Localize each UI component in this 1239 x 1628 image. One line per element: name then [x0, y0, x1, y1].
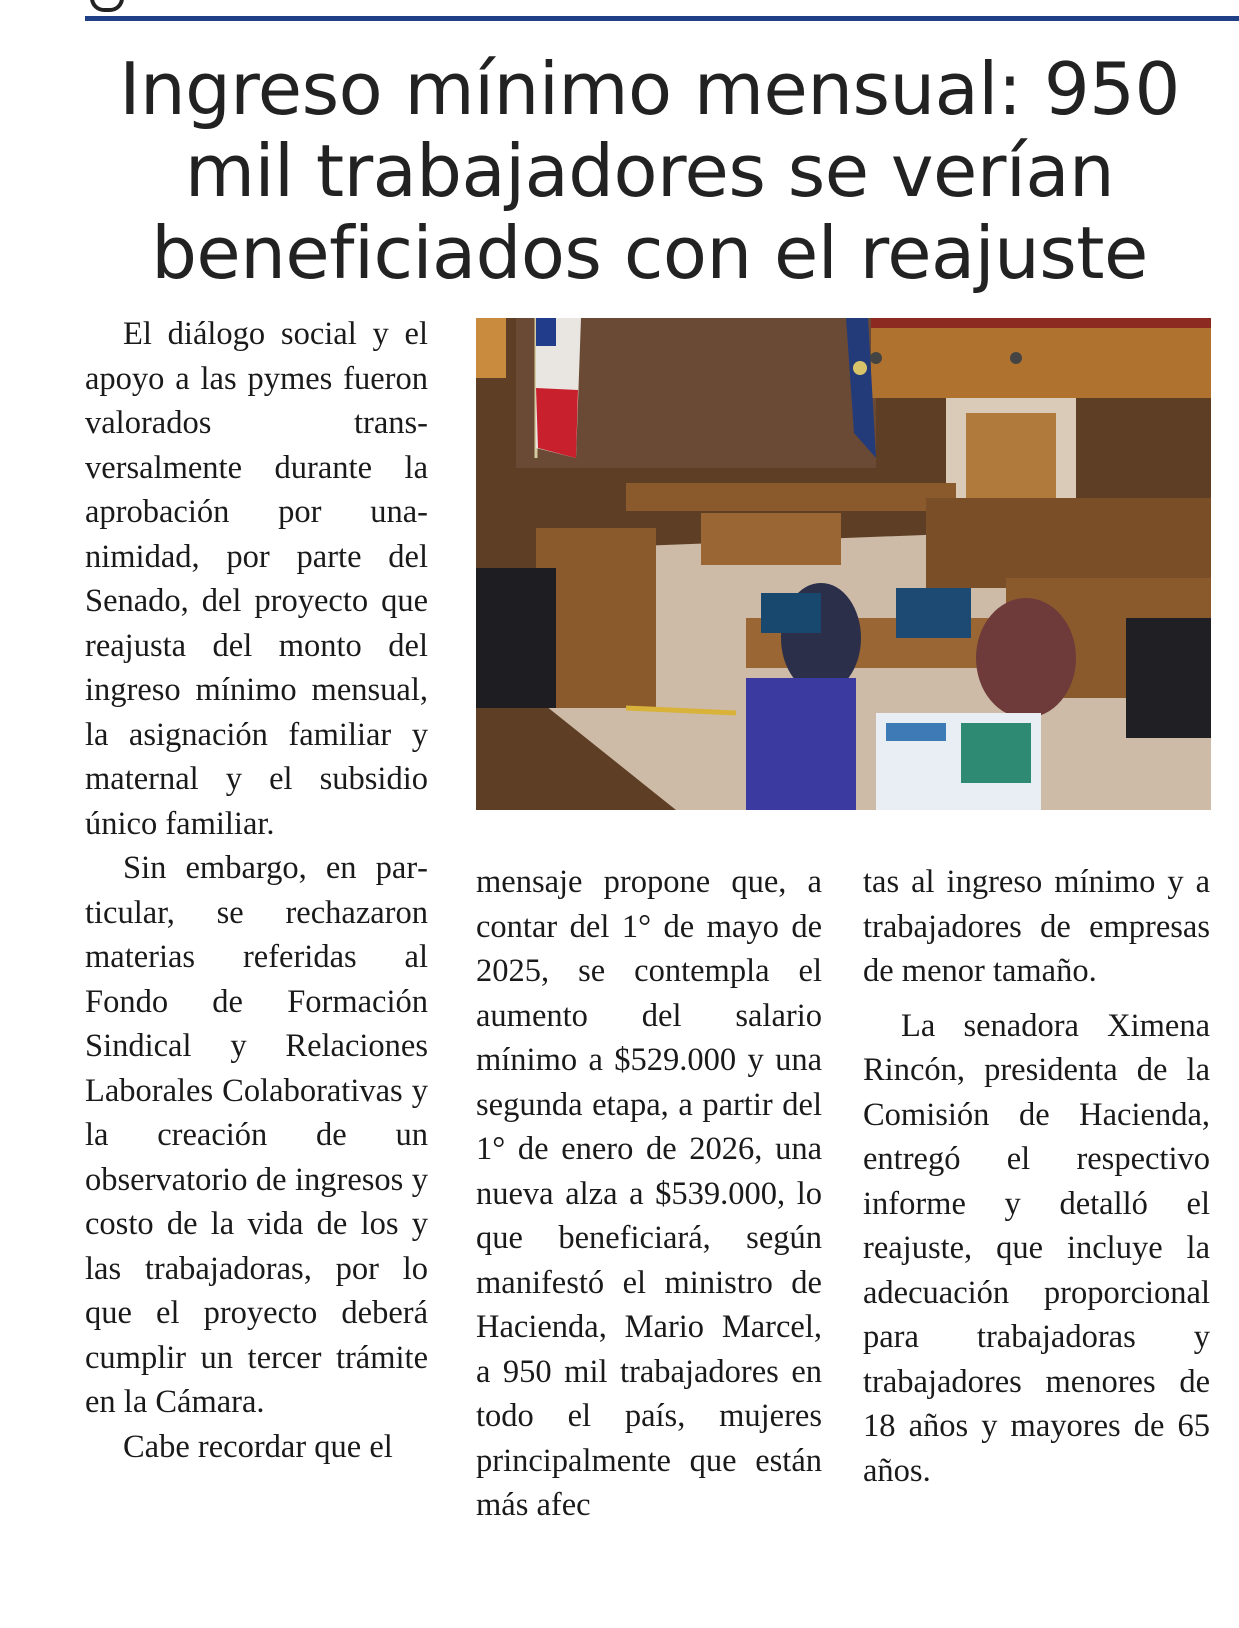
headline: Ingreso mínimo mensual: 950 mil trabajadores se verían beneficiados con el reajuste	[119, 47, 1180, 295]
paragraph: El diálogo social y el apoyo a las pymes fueron valorados transversalmente durante la aprobación por unanimidad, por parte del Senado, del proyecto que reajusta del monto del ingreso mínimo mensual, la asignación familiar y maternal y el subsidio único familiar.	[85, 316, 428, 842]
paragraph: tas al ingreso mínimo y a trabajadores de empresas de menor tamaño.	[863, 864, 1210, 989]
paragraph: Sin embargo, en particular, se rechazaron materias referidas al Fondo de Formación Sindical y Relaciones Laborales Colaborativas y la creación de un observatorio de ingresos y costo de la vida de los y las trabajadoras, por lo que el proyecto deberá cumplir un tercer trámite en la Cámara.	[85, 850, 428, 1420]
paragraph: Cabe recordar que el	[123, 1428, 393, 1465]
chile-flag-icon	[536, 318, 581, 458]
header-rule	[85, 16, 1239, 21]
senate-chamber-photo	[476, 318, 1211, 810]
paragraph: La senadora Ximena Rincón, presidenta de la Comisión de Hacienda, entregó el respectivo informe y detalló el reajuste, que incluye la adecuación proporcional para trabajadoras y trabajadores menores de 18 años y mayores de 65 años.	[863, 1007, 1210, 1489]
paragraph: mensaje propone que, a contar del 1° de mayo de 2025, se contempla el aumento del salario mínimo a $529.000 y una segunda etapa, a partir del 1° de enero de 2026, una nueva alza a $539.000, lo que beneficiará, según manifestó el ministro de Hacienda, Mario Marcel, a 950 mil trabajadores en todo el país, mujeres principalmente que están más afec	[476, 864, 822, 1523]
page-number-fragment	[90, 0, 124, 12]
article-column-1	[85, 312, 428, 1469]
article-column-2	[476, 860, 822, 1528]
article-column-3	[863, 860, 1210, 1493]
